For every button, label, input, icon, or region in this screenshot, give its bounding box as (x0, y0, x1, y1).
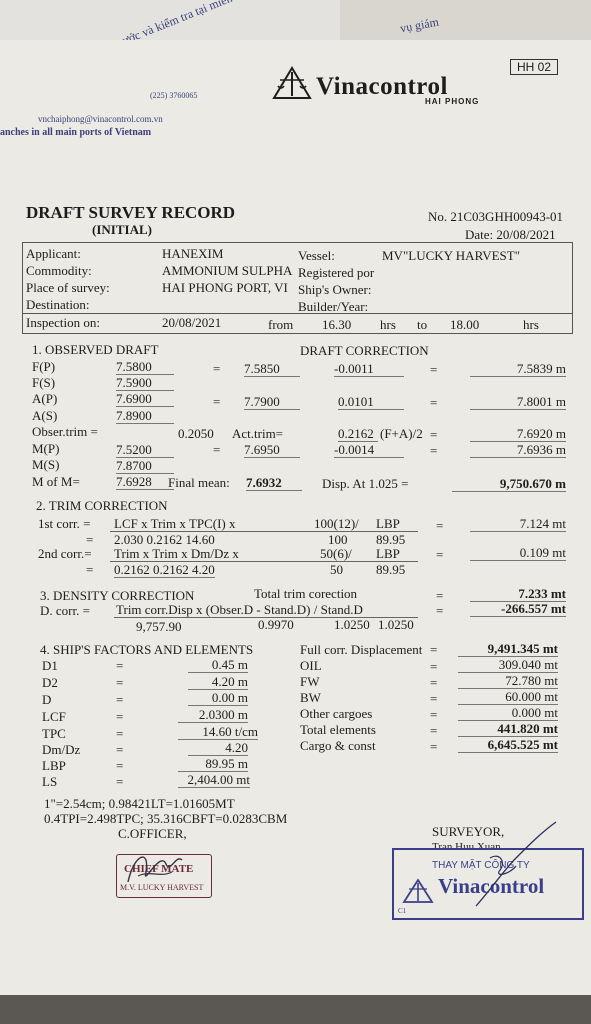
first-corr-lbp: LBP (376, 516, 400, 531)
obs-trim-value: 0.2050 (178, 426, 214, 441)
element-label: BW (300, 690, 321, 705)
mofm-label: M of M= (32, 474, 80, 489)
mp-label: M(P) (32, 441, 60, 456)
density-std-value: 1.0250 (334, 617, 370, 632)
factor-eq: = (116, 692, 124, 707)
factors-heading: 4. SHIP'S FACTORS AND ELEMENTS (40, 642, 254, 657)
surveyor-name: Tran Huu Xuan (432, 841, 501, 853)
logo-text: Vinacontrol (316, 73, 448, 100)
element-eq: = (430, 739, 438, 754)
density-std2-value: 1.0250 (378, 617, 414, 632)
factor-eq: = (116, 726, 124, 741)
chief-mate-stamp-top: CHIEF MATE (124, 863, 194, 875)
first-corr-v100: 100 (328, 532, 348, 547)
disp-label: Disp. At 1.025 = (322, 476, 409, 491)
stamp-logo-icon (402, 878, 434, 904)
factor-value: 2.0300 m (178, 707, 248, 723)
as-value: 7.8900 (116, 408, 174, 424)
info-box-divider (22, 313, 572, 314)
factor-eq: = (116, 658, 124, 673)
element-value: 0.000 mt (458, 705, 558, 721)
factor-label: D1 (42, 658, 58, 673)
factor-value: 4.20 (188, 740, 248, 756)
fs-value: 7.5900 (116, 375, 174, 391)
email-fragment: vnchaiphong@vinacontrol.com.vn (38, 114, 163, 124)
f-result: 7.5839 m (470, 361, 566, 377)
second-corr-v50: 50 (330, 562, 343, 577)
factor-value: 0.45 m (188, 657, 248, 673)
second-corr-formula: Trim x Trim x Dm/Dz x (114, 546, 239, 561)
doc-code: HH 02 (510, 59, 558, 75)
ms-label: M(S) (32, 457, 60, 472)
record-date: Date: 20/08/2021 (465, 227, 556, 242)
total-trim-label: Total trim corection (254, 586, 358, 601)
ms-value: 7.8700 (116, 458, 174, 474)
factor-label: D (42, 692, 52, 707)
fa2-value: 7.6920 m (470, 426, 566, 442)
final-mean-value: 7.6932 (246, 475, 302, 491)
ap-label: A(P) (32, 391, 58, 406)
density-obs-value: 0.9970 (258, 617, 294, 632)
factor-value: 14.60 t/cm (178, 724, 258, 740)
first-corr-formula: LCF x Trim x TPC(I) x (114, 516, 236, 531)
chief-mate-stamp-bottom: M.V. LUCKY HARVEST (120, 883, 204, 892)
act-trim-value: 0.2162 (338, 426, 378, 442)
place-label: Place of survey: (26, 280, 110, 295)
surveyor-label: SURVEYOR, (432, 824, 505, 839)
disp-value: 9,750.670 m (452, 476, 566, 492)
factor-value: 89.95 m (178, 756, 248, 772)
fa2-eq: = (430, 427, 438, 442)
top-fragment-right: vụ giám (398, 14, 440, 36)
stamp-right-logo: Vinacontrol (438, 874, 545, 898)
f-correction: -0.0011 (334, 361, 404, 377)
first-corr-eq: = (436, 518, 444, 533)
to-label: to (417, 317, 428, 332)
applicant-value: HANEXIM (162, 246, 224, 261)
factor-label: Dm/Dz (42, 742, 81, 757)
total-trim-eq: = (436, 588, 444, 603)
total-trim-value: 7.233 mt (470, 586, 566, 602)
inspection-label: Inspection on: (26, 315, 101, 330)
factor-value: 2,404.00 mt (178, 772, 250, 788)
density-disp-value: 9,757.90 (136, 619, 182, 634)
record-number: No. 21C03GHH00943-01 (428, 209, 564, 224)
first-corr-values: 2.030 0.2162 14.60 (114, 532, 215, 547)
stamp-right-small: C1 (398, 907, 407, 915)
registered-label: Registered por (298, 265, 375, 280)
factor-value: 0.00 m (188, 690, 248, 706)
first-corr-result: 7.124 mt (470, 516, 566, 532)
element-value: 6,645.525 mt (458, 737, 558, 753)
a-mean: 7.7900 (244, 394, 300, 410)
first-corr-divisor: 100(12)/ (314, 516, 359, 531)
stamp-right-top: THAY MẶT CÔNG TY (432, 860, 530, 871)
vessel-label: Vessel: (298, 248, 335, 263)
correction-heading: DRAFT CORRECTION (300, 343, 429, 358)
factor-label: TPC (42, 726, 66, 741)
branches-fragment: anches in all main ports of Vietnam (0, 127, 152, 138)
factor-eq: = (116, 758, 124, 773)
act-trim-label: Act.trim= (232, 426, 284, 441)
f-res-eq: = (430, 362, 438, 377)
dcorr-label: D. corr. = (40, 603, 90, 618)
obs-trim-label: Obser.trim = (32, 424, 98, 439)
element-eq: = (430, 659, 438, 674)
vinacontrol-logo-icon (270, 66, 314, 102)
record-title: DRAFT SURVEY RECORD (26, 203, 236, 222)
element-label: Cargo & const (300, 738, 376, 753)
first-corr-label: 1st corr. = (38, 516, 91, 531)
background-surface (0, 995, 591, 1024)
conversion-note-1: 1"=2.54cm; 0.98421LT=1.01605MT (44, 796, 235, 811)
element-eq: = (430, 707, 438, 722)
second-corr-divisor: 50(6)/ (320, 546, 352, 561)
factor-eq: = (116, 742, 124, 757)
from-label: from (268, 317, 294, 332)
m-result: 7.6936 m (470, 442, 566, 458)
from-time: 16.30 (322, 317, 352, 332)
element-eq: = (430, 691, 438, 706)
element-label: OIL (300, 658, 322, 673)
element-label: FW (300, 674, 320, 689)
officer-signature-icon (120, 842, 190, 894)
element-label: Full corr. Displacement (300, 642, 423, 657)
commodity-value: AMMONIUM SULPHA (162, 263, 293, 278)
m-mean: 7.6950 (244, 442, 300, 458)
record-subtitle: (INITIAL) (92, 222, 152, 237)
final-mean-label: Final mean: (168, 475, 230, 490)
fs-label: F(S) (32, 375, 56, 390)
element-value: 72.780 mt (458, 673, 558, 689)
second-corr-vlbp: 89.95 (376, 562, 406, 577)
factor-eq: = (116, 675, 124, 690)
second-corr-label: 2nd corr.= (38, 546, 92, 561)
to-time: 18.00 (450, 317, 480, 332)
logo-subtext: HAI PHONG (425, 97, 480, 106)
vessel-value: MV"LUCKY HARVEST" (382, 248, 521, 263)
commodity-label: Commodity: (26, 263, 92, 278)
second-corr-lbp: LBP (376, 546, 400, 561)
element-eq: = (430, 675, 438, 690)
first-corr-vlbp: 89.95 (376, 532, 406, 547)
second-corr-result: 0.109 mt (470, 545, 566, 561)
f-eq: = (213, 361, 221, 376)
m-correction: -0.0014 (334, 442, 404, 458)
conversion-note-2: 0.4TPI=2.498TPC; 35.316CBFT=0.0283CBM (44, 811, 288, 826)
ap-value: 7.6900 (116, 391, 174, 407)
officer-label: C.OFFICER, (118, 826, 187, 841)
element-eq: = (430, 642, 438, 657)
a-eq: = (213, 394, 221, 409)
a-correction: 0.0101 (338, 394, 404, 410)
factor-label: D2 (42, 675, 58, 690)
f-mean: 7.5850 (244, 361, 300, 377)
fp-value: 7.5800 (116, 359, 174, 375)
factor-eq: = (116, 709, 124, 724)
dcorr-value: -266.557 mt (470, 601, 566, 617)
element-label: Total elements (300, 722, 376, 737)
observed-heading: 1. OBSERVED DRAFT (32, 342, 159, 357)
hrs-label-1: hrs (380, 317, 396, 332)
second-corr-values: 0.2162 0.2162 4.20 (114, 562, 215, 577)
first-corr-eq2: = (86, 532, 94, 547)
place-value: HAI PHONG PORT, VI (162, 280, 288, 295)
factor-value: 4.20 m (188, 674, 248, 690)
as-label: A(S) (32, 408, 58, 423)
element-label: Other cargoes (300, 706, 373, 721)
destination-label: Destination: (26, 297, 90, 312)
m-res-eq: = (430, 443, 438, 458)
a-res-eq: = (430, 395, 438, 410)
owner-label: Ship's Owner: (298, 282, 372, 297)
m-eq: = (213, 442, 221, 457)
fp-label: F(P) (32, 359, 56, 374)
factor-label: LCF (42, 709, 66, 724)
mofm-value: 7.6928 (116, 474, 174, 490)
element-value: 60.000 mt (458, 689, 558, 705)
second-corr-eq: = (436, 547, 444, 562)
factor-label: LBP (42, 758, 66, 773)
second-corr-eq2: = (86, 562, 94, 577)
density-heading: 3. DENSITY CORRECTION (40, 588, 195, 603)
factor-eq: = (116, 774, 124, 789)
trim-heading: 2. TRIM CORRECTION (36, 498, 168, 513)
builder-label: Builder/Year: (298, 299, 369, 314)
fa2-label: (F+A)/2 (380, 426, 423, 441)
element-value: 309.040 mt (458, 657, 558, 673)
surveyor-signature-icon (470, 818, 562, 912)
hrs-label-2: hrs (523, 317, 539, 332)
a-result: 7.8001 m (470, 394, 566, 410)
element-value: 9,491.345 mt (458, 641, 558, 657)
applicant-label: Applicant: (26, 246, 81, 261)
factor-label: LS (42, 774, 58, 789)
element-value: 441.820 mt (458, 721, 558, 737)
dcorr-eq: = (436, 603, 444, 618)
phone-fragment: (225) 3760065 (150, 91, 198, 100)
dcorr-formula: Trim corr.Disp x (Obser.D - Stand.D) / Stand.D (116, 602, 363, 617)
element-eq: = (430, 723, 438, 738)
inspection-date: 20/08/2021 (162, 315, 222, 330)
mp-value: 7.5200 (116, 442, 174, 458)
